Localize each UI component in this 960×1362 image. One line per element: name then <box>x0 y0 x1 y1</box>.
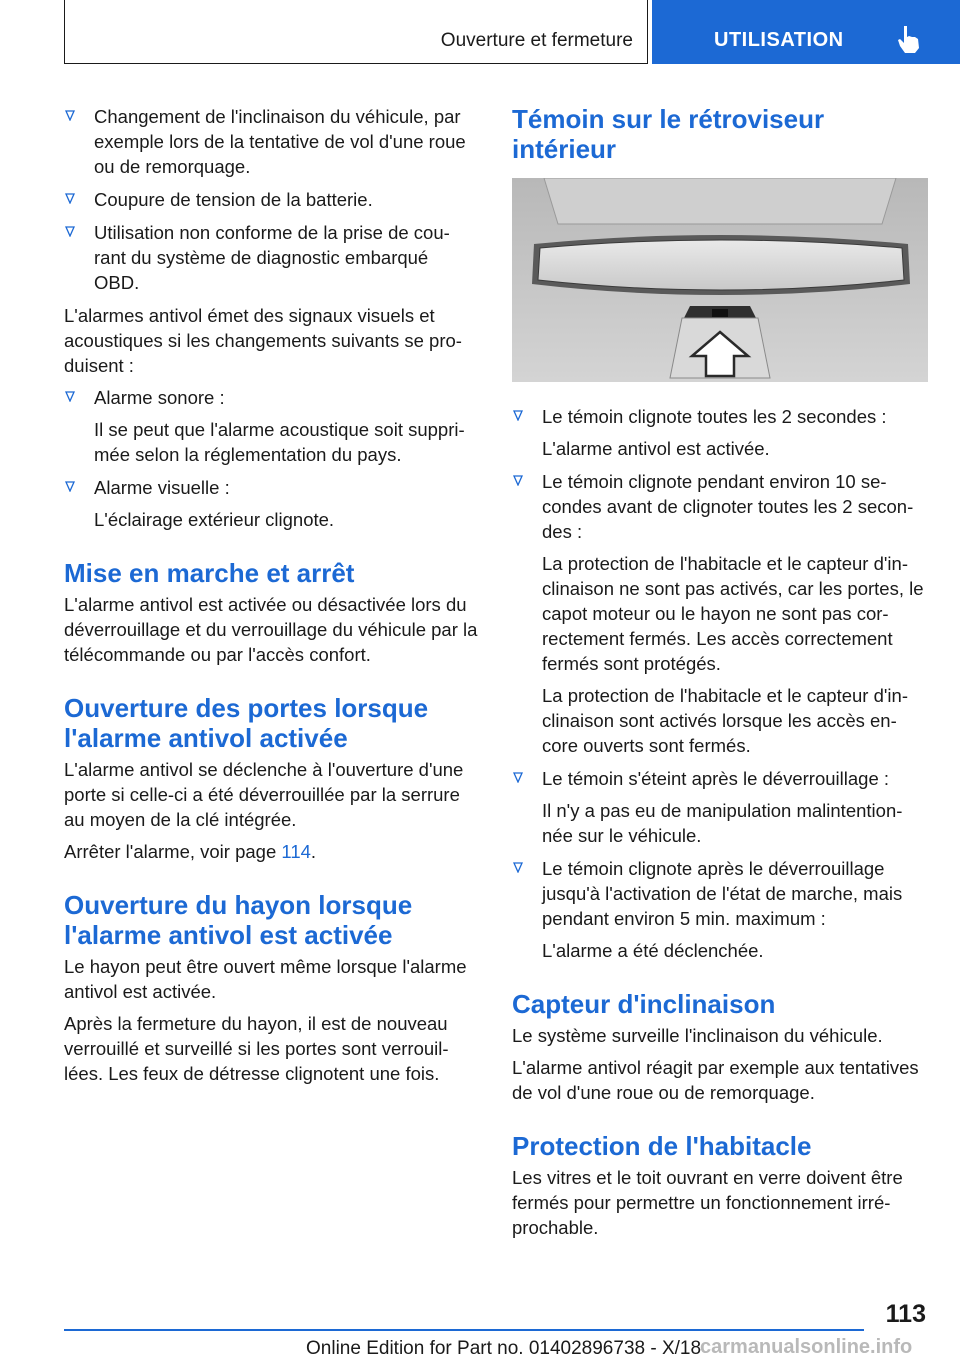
heading-interior-protection: Protection de l'habitacle <box>512 1131 812 1161</box>
reference-prefix: Arrêter l'alarme, voir page <box>64 841 282 862</box>
left-column <box>64 104 478 1093</box>
page-link-114[interactable]: 114 <box>281 841 311 862</box>
triangle-bullet-icon <box>513 410 523 421</box>
triangle-bullet-icon <box>65 391 75 402</box>
heading-tailgate-opening: Ouverture du hayon lorsque l'alarme antivol est activée <box>64 890 413 950</box>
header-chapter-title: UTILISATION <box>714 29 844 51</box>
tailgate-text-1: Le hayon peut être ouvert même lorsque l'alarme antivol est activée. <box>64 956 467 1002</box>
list-item-title: Le témoin s'éteint après le déverrouillage : <box>542 768 890 789</box>
header-section-box <box>64 0 648 64</box>
switch-on-off-text: L'alarme antivol est activée ou désactivée lors du déverrouillage et du verrouillage du véhicule par la télécommande ou par l'accès confort. <box>64 594 478 665</box>
list-item-detail: L'alarme a été déclenchée. <box>542 940 764 961</box>
header-section-title: Ouverture et fermeture <box>440 30 633 51</box>
heading-tilt-sensor: Capteur d'inclinaison <box>512 989 776 1019</box>
triangle-bullet-icon <box>65 481 75 492</box>
list-item-detail: L'éclairage extérieur clignote. <box>94 509 335 530</box>
footer-watermark: carmanualsonline.info <box>700 1336 913 1358</box>
heading-door-opening: Ouverture des portes lorsque l'alarme antivol activée <box>64 693 429 753</box>
list-item <box>64 104 478 179</box>
right-column <box>512 104 928 1247</box>
list-item-title: Le témoin clignote pendant environ 10 se‐condes avant de clignoter toutes les 2 secon‐des : <box>542 471 914 542</box>
list-item-title: Le témoin clignote toutes les 2 secondes : <box>542 406 887 427</box>
triangle-bullet-icon <box>513 862 523 873</box>
heading-switch-on-off: Mise en marche et arrêt <box>64 558 355 588</box>
list-item-detail: La protection de l'habitacle et le capteur d'in‐clinaison ne sont pas activés, car les portes, le capot moteur ou le hayon ne sont pas cor‐rectement fermés. Les accès correctement fermés sont protégés. <box>542 553 924 674</box>
reference-suffix: . <box>310 841 317 862</box>
tilt-sensor-text-1: Le système surveille l'inclinaison du véhicule. <box>512 1025 883 1046</box>
list-item <box>64 187 478 212</box>
triangle-bullet-icon <box>513 475 523 486</box>
list-item <box>64 475 478 532</box>
list-item <box>512 766 928 848</box>
list-item-text: Coupure de tension de la batterie. <box>94 189 373 210</box>
pointing-hand-icon <box>896 24 922 54</box>
list-item-title: Alarme sonore : <box>94 387 225 408</box>
triangle-bullet-icon <box>65 226 75 237</box>
stop-alarm-reference <box>64 839 478 864</box>
tilt-sensor-text-2: L'alarme antivol réagit par exemple aux tentatives de vol d'une roue ou de remorquage. <box>512 1057 919 1103</box>
alarm-intro-text: L'alarmes antivol émet des signaux visuels et acoustiques si les changements suivants se pro‐duisent : <box>64 305 462 376</box>
list-item-detail: Il n'y a pas eu de manipulation malintention‐née sur le véhicule. <box>542 800 903 846</box>
door-opening-text: L'alarme antivol se déclenche à l'ouverture d'une porte si celle-ci a été déverrouillée par la serrure au moyen de la clé intégrée. <box>64 759 464 830</box>
rearview-mirror-illustration <box>512 178 928 382</box>
page-number: 113 <box>885 1300 926 1328</box>
footer-edition: Online Edition for Part no. 01402896738 - X/18 <box>306 1338 702 1359</box>
heading-mirror-indicator: Témoin sur le rétroviseur intérieur <box>512 104 825 164</box>
triangle-bullet-icon <box>65 110 75 121</box>
list-item <box>512 404 928 461</box>
list-item-text: Changement de l'inclinaison du véhicule, par exemple lors de la tentative de vol d'une roue ou de remorquage. <box>94 106 466 177</box>
triangle-bullet-icon <box>65 193 75 204</box>
list-item-title: Le témoin clignote après le déverrouillage jusqu'à l'activation de l'état de marche, mais pendant environ 5 min. maximum : <box>542 858 903 929</box>
list-item-detail: Il se peut que l'alarme acoustique soit suppri‐mée selon la réglementation du pays. <box>94 419 465 465</box>
list-item-text: Utilisation non conforme de la prise de cou‐rant du système de diagnostic embarqué OBD. <box>94 222 450 293</box>
interior-protection-text: Les vitres et le toit ouvrant en verre doivent être fermés pour permettre un fonctionnement irré‐prochable. <box>512 1167 903 1238</box>
rearview-mirror-figure <box>512 178 928 382</box>
list-item-detail: La protection de l'habitacle et le capteur d'in‐clinaison sont activés lorsque les accès en‐core ouverts sont fermés. <box>542 685 908 756</box>
list-item-title: Alarme visuelle : <box>94 477 230 498</box>
list-item-detail: L'alarme antivol est activée. <box>542 438 770 459</box>
triangle-bullet-icon <box>513 772 523 783</box>
list-item <box>64 385 478 467</box>
footer-rule <box>64 1329 864 1331</box>
header-chapter-tab <box>652 0 960 64</box>
list-item <box>64 220 478 295</box>
tailgate-text-2: Après la fermeture du hayon, il est de nouveau verrouillé et surveillé si les portes sont verrouil‐lées. Les feux de détresse clignotent une fois. <box>64 1013 449 1084</box>
list-item <box>512 469 928 758</box>
list-item <box>512 856 928 963</box>
